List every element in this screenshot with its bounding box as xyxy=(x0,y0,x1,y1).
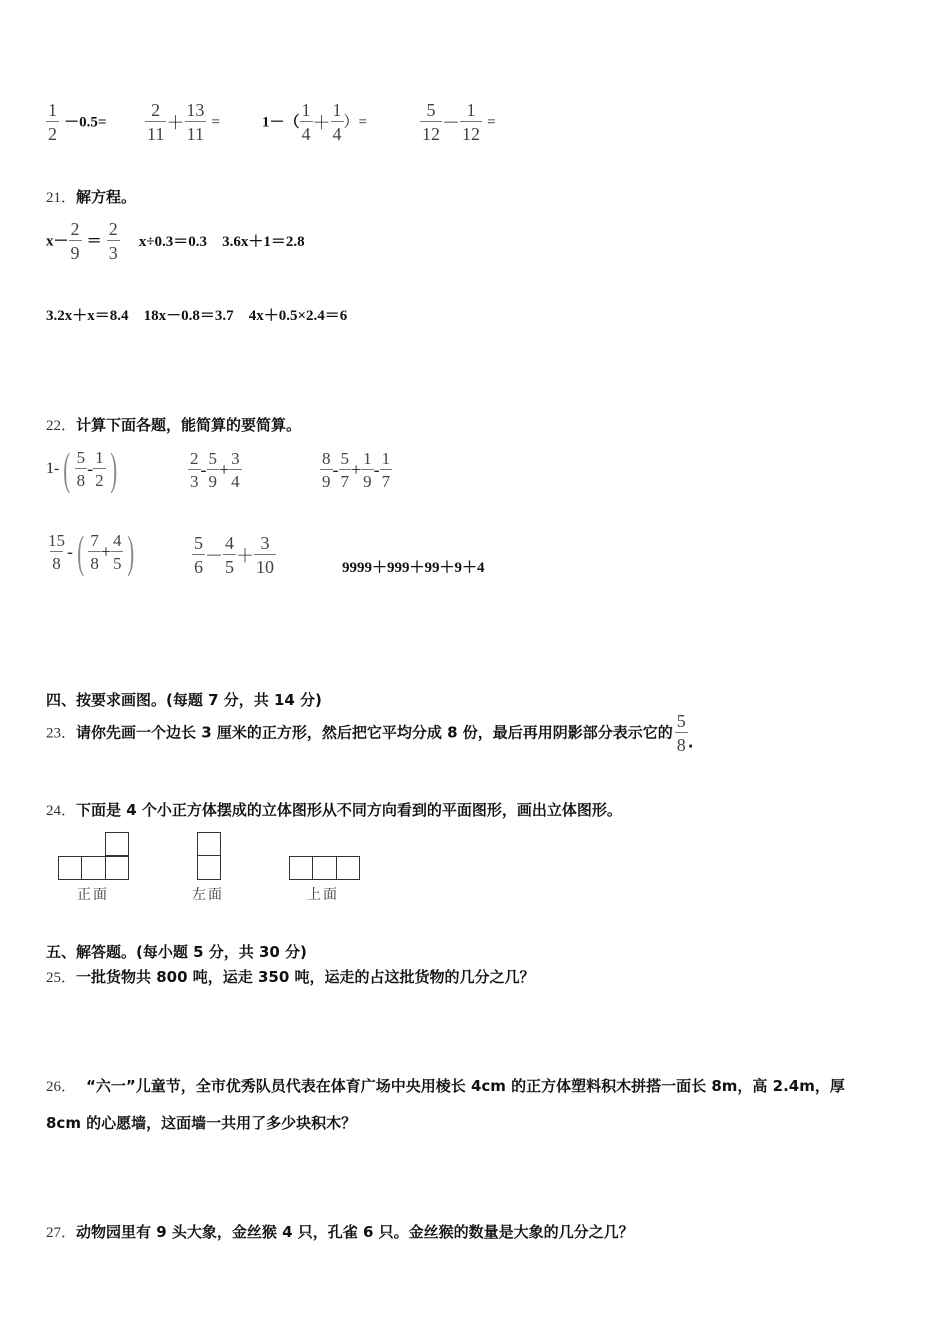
fraction: $\frac{5}{12}$ xyxy=(422,100,440,144)
equation-row-1: x－ $\frac{2}{9}$ ＝ $\frac{2}{3}$ x÷0.3＝0.3 3.6x＋1＝2.8 xyxy=(46,219,305,263)
calc-item-3: 1－（ $\frac{1}{4}$ ＋ $\frac{1}{4}$ ）= xyxy=(262,100,367,144)
top-view-label: 上面 xyxy=(307,887,339,903)
view-cell xyxy=(197,832,221,856)
question-25: 25．一批货物共 800 吨，运走 350 吨，运走的占这批货物的几分之几？ xyxy=(46,968,535,986)
question-27: 27．动物园里有 9 头大象，金丝猴 4 只，孔雀 6 只。金丝猴的数量是大象的几分之几？ xyxy=(46,1223,634,1241)
calc-item-4: $\frac{5}{12}$ － $\frac{1}{12}$ = xyxy=(422,100,496,144)
view-cell xyxy=(336,856,360,880)
view-cell xyxy=(58,856,82,880)
top-view xyxy=(289,856,361,882)
calc-item-2: $\frac{2}{11}$ ＋ $\frac{13}{11}$ = xyxy=(147,100,220,144)
section-4-title: 四、按要求画图。(每题 7 分，共 14 分) xyxy=(46,691,322,709)
fraction: $\frac{2}{3}$ xyxy=(108,219,118,263)
equation-row-2: 3.2x＋x＝8.4 18x－0.8＝3.7 4x＋0.5×2.4＝6 xyxy=(46,308,348,324)
fraction: $\frac{5}{8}$ xyxy=(676,711,686,755)
calc-22-3: $\frac{8}{9}$ - $\frac{5}{7}$ + $\frac{1}{9}$ - $\frac{1}{7}$ xyxy=(322,449,391,491)
expression-text: －0.5= xyxy=(64,114,107,131)
fraction: $\frac{1}{12}$ xyxy=(462,100,480,144)
fraction: $\frac{2}{11}$ xyxy=(147,100,165,144)
fraction: $\frac{2}{9}$ xyxy=(70,219,80,263)
right-paren: ) xyxy=(109,443,117,494)
left-paren: ( xyxy=(63,443,71,494)
view-cell xyxy=(105,856,129,880)
fraction: $\frac{13}{11}$ xyxy=(186,100,205,144)
view-cell xyxy=(105,832,129,856)
question-26-line-1: 26． “六一”儿童节，全市优秀队员代表在体育广场中央用棱长 4cm 的正方体塑料积木拼搭一面长 8m，高 2.4m，厚 xyxy=(46,1077,845,1095)
question-23: 23．请你先画一个边长 3 厘米的正方形，然后把它平均分成 8 份，最后再用阴影部分表示它的 $\frac{5}{8}$ . xyxy=(46,711,694,755)
question-24: 24．下面是 4 个小正方体摆成的立体图形从不同方向看到的平面图形，画出立体图形。 xyxy=(46,801,622,819)
fraction: $\frac{1}{2}$ xyxy=(48,100,57,144)
calc-22-1: 1-( $\frac{5}{8}$ - $\frac{1}{2}$ ) xyxy=(46,443,117,494)
view-cell xyxy=(197,855,221,880)
section-5-title: 五、解答题。(每小题 5 分，共 30 分) xyxy=(46,943,307,961)
calc-row-20 xyxy=(46,101,106,143)
view-cell xyxy=(312,856,337,880)
front-view xyxy=(58,832,130,882)
left-view xyxy=(197,832,223,882)
question-22-heading: 22．计算下面各题，能简算的要简算。 xyxy=(46,416,302,434)
front-view-label: 正面 xyxy=(77,887,109,903)
question-21-heading: 21．解方程。 xyxy=(46,188,137,206)
calc-22-6: 9999＋999＋99＋9＋4 xyxy=(342,560,485,576)
calc-22-2: $\frac{2}{3}$ - $\frac{5}{9}$ + $\frac{3}{4}$ xyxy=(190,449,240,491)
view-cell xyxy=(289,856,313,880)
fraction: $\frac{1}{4}$ xyxy=(332,100,342,144)
view-cell xyxy=(81,856,106,880)
calc-22-4: $\frac{15}{8}$ -( $\frac{7}{8}$ + $\frac{4}{5}$ ) xyxy=(48,526,135,577)
fraction: $\frac{1}{4}$ xyxy=(301,100,311,144)
left-view-label: 左面 xyxy=(192,887,224,903)
question-26-line-2: 8cm 的心愿墙，这面墙一共用了多少块积木？ xyxy=(46,1114,357,1132)
calc-22-5: $\frac{5}{6}$ － $\frac{4}{5}$ ＋ $\frac{3}{10}$ xyxy=(194,533,274,577)
